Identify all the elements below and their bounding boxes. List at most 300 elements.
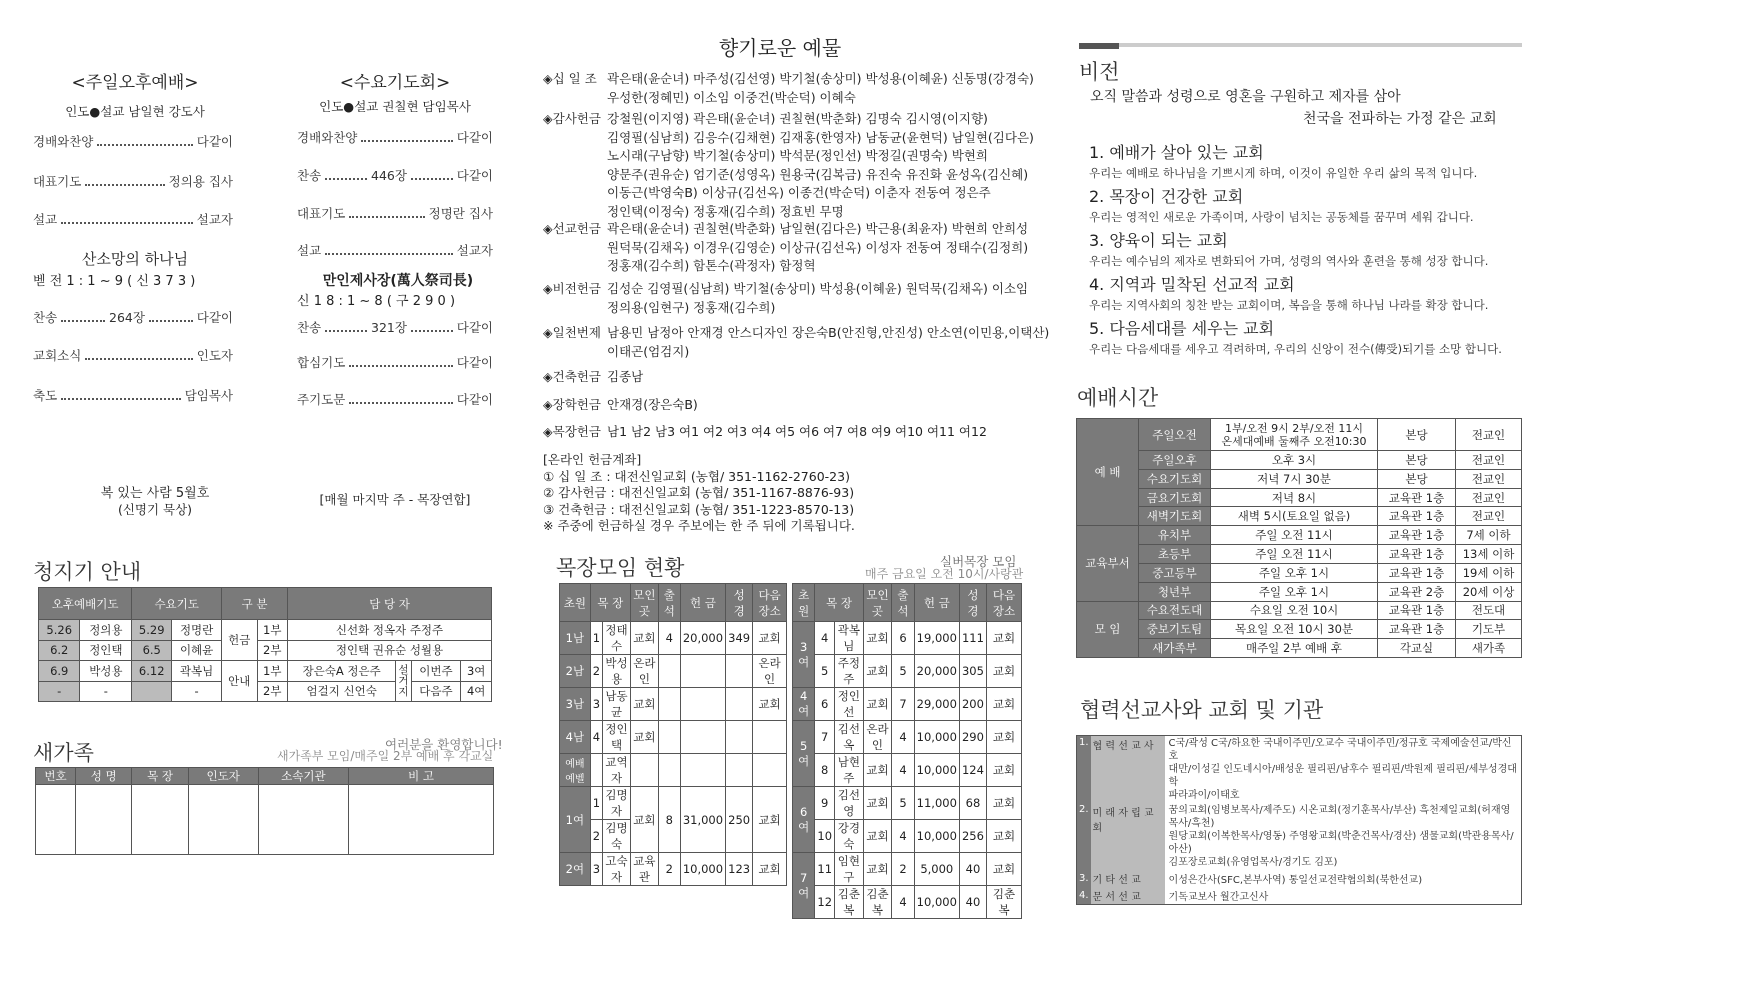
- cell: 교회: [987, 622, 1022, 655]
- times-title: 예배시간: [1077, 386, 1159, 410]
- clean-title: 청지기 안내: [33, 560, 142, 584]
- online-line: ※ 주중에 헌금하실 경우 주보에는 한 주 뒤에 기록됩니다.: [543, 518, 855, 533]
- cell: 2남: [560, 655, 591, 688]
- row-label: 설교: [297, 243, 322, 258]
- offering-cell: [543, 423, 987, 442]
- col-header: 소속기관: [258, 768, 348, 785]
- offering-key: ◈십 일 조: [543, 71, 597, 86]
- vision-item: [1089, 140, 1477, 181]
- table-row: [39, 681, 492, 702]
- cell: 2부: [257, 640, 288, 661]
- cell: 새벽 5시(토요일 없음): [1211, 507, 1378, 526]
- cell: 290: [959, 721, 986, 754]
- cell: 금요기도회: [1139, 488, 1211, 507]
- cell: [726, 688, 753, 721]
- cell: 수요일 오전 10시: [1211, 601, 1378, 620]
- service-times-table: [1076, 418, 1522, 658]
- table-row: [1077, 639, 1522, 658]
- cell-line: 김포장로교회(유영업목사/경기도 김포): [1168, 857, 1338, 868]
- row-value: 다같이: [456, 130, 493, 145]
- cell: 40: [959, 886, 986, 919]
- col-header: 초원: [560, 584, 591, 622]
- cell: 3여: [793, 622, 815, 688]
- cell: 본당: [1378, 419, 1456, 451]
- sun-service-leader: 인도●설교 남일현 강도사: [65, 104, 205, 119]
- col-header: 오후예배기도: [39, 588, 132, 620]
- cell: 이성은간사(SFC,본부사역) 통일선교전략협의회(북한선교): [1168, 875, 1423, 886]
- cell: 새벽기도회: [1139, 507, 1211, 526]
- cell: 주일오전: [1139, 419, 1211, 451]
- cell: 교회: [753, 853, 787, 886]
- offering-vision: [543, 280, 1029, 315]
- row-value: 담임목사: [184, 388, 233, 403]
- cell: 주일 오전 11시: [1211, 526, 1378, 545]
- cell: 11,000: [914, 787, 959, 820]
- cell-line: 원당교회(이복한목사/영동) 주영왕교회(박춘건목사/경산) 샘물교회(박관용목사/아산): [1168, 831, 1514, 855]
- cell: 교회: [987, 853, 1022, 886]
- cell: 교육관 1층: [1378, 620, 1456, 639]
- cell: 10,000: [914, 886, 959, 919]
- cell: 8: [658, 787, 680, 853]
- wed-sermon-title: 만인제사장(萬人祭司長): [322, 273, 474, 289]
- col-header: 번호: [36, 768, 76, 785]
- cell: 4: [892, 820, 914, 853]
- cell: 20,000: [914, 655, 959, 688]
- row-value: 다같이: [456, 355, 493, 370]
- cell: 1여: [560, 787, 591, 853]
- table-row: [36, 785, 494, 855]
- cell: 교회: [863, 622, 892, 655]
- cell: 정명란: [172, 620, 222, 641]
- cell: 교회: [753, 622, 787, 655]
- newfam-note1: 여러분을 환영합니다!: [385, 737, 503, 752]
- cell: 예배예벨: [560, 754, 591, 787]
- cell: 기도부: [1456, 620, 1522, 639]
- offering-line: 안재경(장은숙B): [607, 397, 698, 412]
- cell: 교육관 1층: [1378, 526, 1456, 545]
- offering-line: 정인택(이정숙) 정홍재(김수희) 정효빈 무명: [607, 203, 844, 219]
- cell: [658, 688, 680, 721]
- offering-line: 김성순 김영필(심남희) 박기철(송상미) 박성용(이혜윤) 원덕묵(김채옥) 이소임: [607, 281, 1029, 296]
- wed-row-prayer: [297, 204, 493, 222]
- cell: 3: [590, 688, 602, 721]
- row-label: 합심기도: [297, 355, 346, 370]
- cell: 교회: [630, 787, 658, 853]
- sun-service-title: <주일오후예배>: [71, 73, 199, 93]
- row-value: 정의용 집사: [168, 174, 233, 189]
- cell: 남동균: [603, 688, 631, 721]
- vision-item-desc: 우리는 다음세대를 세우고 격려하며, 우리의 신앙이 전수(傳受)되기를 소망 합니다.: [1089, 342, 1502, 356]
- offering-line: 이동근(박영숙B) 이상규(김선옥) 이종건(박순덕) 이춘자 전동여 정은주: [607, 185, 991, 200]
- wed-row-lords: [297, 390, 493, 408]
- cell: -: [80, 681, 132, 702]
- cell: 4: [815, 622, 835, 655]
- col-header: 출석: [658, 584, 680, 622]
- cell-line: C국/곽성 C국/하요한 국내이주민/오교수 국내이주민/정규호 국제예술선교/박신호: [1168, 738, 1512, 762]
- cell: 4여: [793, 688, 815, 721]
- cell: 1남: [560, 622, 591, 655]
- wed-row-hymn2: [297, 318, 493, 336]
- row-value: 설교자: [456, 243, 493, 258]
- cell: 온라인: [753, 655, 787, 688]
- cell: 목요일 오전 10시 30분: [1211, 620, 1378, 639]
- cell: 김명자: [603, 787, 631, 820]
- cell: 12: [815, 886, 835, 919]
- blessed-sub: (신명기 묵상): [117, 502, 193, 517]
- cell: 교회: [630, 721, 658, 754]
- cell: 5: [892, 787, 914, 820]
- table-row: [560, 787, 787, 820]
- online-line: [온라인 헌금계좌]: [543, 452, 642, 467]
- offering-line: 정홍재(김수희) 함톤수(곽정자) 함정혁: [607, 258, 816, 273]
- cell: 장은숙A 정은주: [288, 661, 396, 682]
- cell: [680, 721, 725, 754]
- table-row: [1077, 887, 1522, 905]
- cell: 5: [892, 655, 914, 688]
- table-row: [39, 620, 492, 641]
- row-value: 설교자: [196, 212, 233, 227]
- cell: 수요전도대: [1139, 601, 1211, 620]
- cell: 박성용: [603, 655, 631, 688]
- cell: 교회: [630, 622, 658, 655]
- cell: 김선옥: [835, 721, 864, 754]
- cell: 김선영: [835, 787, 864, 820]
- cell: 오후 3시: [1211, 451, 1378, 470]
- cell: 2.: [1077, 803, 1091, 870]
- cell: 신선화 정옥자 주정주: [288, 620, 492, 641]
- cell: 1부: [257, 661, 288, 682]
- wed-row-sermon: [297, 241, 493, 259]
- row-value: 정명란 집사: [428, 206, 493, 221]
- cell: 40: [959, 853, 986, 886]
- row-label: 대표기도: [33, 174, 82, 189]
- top-rule-accent: [1079, 43, 1119, 49]
- row-label: 찬송: [297, 168, 322, 183]
- vision-item-title: 5. 다음세대를 세우는 교회: [1089, 319, 1275, 338]
- vision-title: 비전: [1079, 60, 1120, 84]
- cell: 29,000: [914, 688, 959, 721]
- cell: 강경숙: [835, 820, 864, 853]
- offering-line: 김종남: [607, 369, 644, 384]
- newfam-note2: 새가족부 모임/매주일 2부 예배 후 각교실: [277, 749, 494, 763]
- table-row: [1077, 526, 1522, 545]
- wed-service-leader: 인도●설교 권칠현 담임목사: [319, 99, 471, 114]
- cell-line: 대만/이성길 인도네시아/배성운 필리핀/남후수 필리핀/박원제 필리핀/세부성경대학: [1168, 764, 1517, 788]
- vision-item-title: 2. 목장이 건강한 교회: [1089, 187, 1244, 206]
- cell: 4: [892, 754, 914, 787]
- cell: 중고등부: [1139, 563, 1211, 582]
- cell: 저녁 8시: [1211, 488, 1378, 507]
- cell: 전교인: [1456, 451, 1522, 470]
- col-header: 헌 금: [914, 584, 959, 622]
- wed-scripture: 신 1 8 : 1 ~ 8 ( 구 2 9 0 ): [297, 294, 456, 309]
- table-row: [560, 688, 787, 721]
- cell: 10,000: [680, 853, 725, 886]
- vision-item: [1089, 228, 1488, 269]
- table-row: [793, 688, 1022, 721]
- vision-item-desc: 우리는 예수님의 제자로 변화되어 가며, 성령의 역사와 훈련을 통해 성장 합니다.: [1089, 254, 1489, 268]
- cell: 정인택: [80, 640, 132, 661]
- coop-table: [1076, 735, 1522, 905]
- cell: [726, 655, 753, 688]
- cell: 교회: [863, 853, 892, 886]
- cell: 이번주: [411, 661, 461, 682]
- cell: 예 배: [1077, 419, 1139, 526]
- cell: 5.26: [39, 620, 80, 641]
- cell: 5여: [793, 721, 815, 787]
- offering-line: 곽은태(윤순녀) 마주성(김선영) 박기철(송상미) 박성용(이혜윤) 신동명(강경숙): [607, 71, 1034, 86]
- cell: 김춘복: [987, 886, 1022, 919]
- online-line: ② 감사헌금 : 대전신일교회 (농협/ 351-1167-8876-93): [543, 485, 855, 500]
- newfam-title: 새가족: [33, 741, 94, 765]
- offering-key: ◈감사헌금: [543, 111, 601, 126]
- cell: 3여: [461, 661, 492, 682]
- cell: 중보기도팀: [1139, 620, 1211, 639]
- silver-note: 실버목장 모임: [940, 554, 1017, 569]
- online-line: ① 십 일 조 : 대전신일교회 (농협/ 351-1162-2760-23): [543, 468, 850, 484]
- cell: 교회: [987, 820, 1022, 853]
- cell: 주일 오후 1시: [1211, 563, 1378, 582]
- online-accounts: [543, 452, 855, 535]
- cell: 교육부서: [1077, 526, 1139, 601]
- cell: 온라인: [630, 655, 658, 688]
- cell: 전교인: [1456, 488, 1522, 507]
- cell: 문 서 선 교: [1091, 887, 1165, 905]
- cell: 6.9: [39, 661, 80, 682]
- table-row: [1077, 803, 1522, 870]
- cell: 2부: [257, 681, 288, 702]
- cell: 교회: [630, 688, 658, 721]
- cell: 교회: [987, 655, 1022, 688]
- table-row: [1077, 545, 1522, 564]
- table-row: [1077, 870, 1522, 887]
- row-label: 설교: [33, 212, 58, 227]
- col-header: 헌 금: [680, 584, 725, 622]
- offering-key: ◈건축헌금: [543, 369, 601, 384]
- table-row: [39, 640, 492, 661]
- row-value: 다같이: [456, 168, 494, 183]
- cell: 교회: [863, 787, 892, 820]
- cell: 교회: [753, 688, 787, 721]
- col-header: 목 장: [132, 768, 188, 785]
- row-label: 찬송: [33, 310, 58, 325]
- cell: 정인선: [835, 688, 864, 721]
- sun-scripture: 벧 전 1 : 1 ~ 9 ( 신 3 7 3 ): [33, 274, 196, 289]
- offering-key: ◈선교헌금: [543, 221, 601, 236]
- vision-item-title: 3. 양육이 되는 교회: [1089, 231, 1228, 250]
- cell: 교회: [987, 688, 1022, 721]
- cell: 7: [892, 688, 914, 721]
- cell: 1.: [1077, 736, 1091, 804]
- col-header: 수요기도: [132, 588, 222, 620]
- cell: 교육관 1층: [1378, 488, 1456, 507]
- cell: 다음주: [411, 681, 461, 702]
- wed-row-pray2: [297, 353, 493, 371]
- cell: 고숙자: [603, 853, 631, 886]
- cell: 1: [590, 622, 602, 655]
- cell: -: [39, 681, 80, 702]
- cell: 6.12: [132, 661, 172, 682]
- row-value: 다같이: [456, 320, 494, 335]
- coop-title: 협력선교사와 교회 및 기관: [1080, 698, 1324, 722]
- cell: 남현주: [835, 754, 864, 787]
- cell: 저녁 7시 30분: [1211, 469, 1378, 488]
- cell: 68: [959, 787, 986, 820]
- cell: 3: [590, 853, 602, 886]
- cell: 매주일 2부 예배 후: [1211, 639, 1378, 658]
- cell: 교육관 1층: [1378, 601, 1456, 620]
- vision-item: [1089, 316, 1502, 357]
- cell: 3.: [1077, 870, 1091, 887]
- col-header: 다음장소: [987, 584, 1022, 622]
- cell: 전교인: [1456, 469, 1522, 488]
- cell: 교회: [863, 820, 892, 853]
- cell: 교회: [863, 688, 892, 721]
- offering-thanks: [543, 110, 1034, 219]
- row-value: 다같이: [196, 134, 233, 149]
- cell: 10,000: [914, 820, 959, 853]
- top-rule: [1079, 43, 1522, 47]
- offering-key: ◈장학헌금: [543, 397, 601, 412]
- row-label: 주기도문: [297, 392, 346, 407]
- row-value: 다같이: [456, 392, 493, 407]
- cell: 6.5: [132, 640, 172, 661]
- cell: 교역자: [603, 754, 631, 787]
- offering-line: 양문주(권유순) 엄기준(성영옥) 원용국(김복금) 유진숙 유진화 윤성옥(김신혜): [607, 166, 1029, 182]
- cell: 정인택: [603, 721, 631, 754]
- offering-scholar: [543, 396, 698, 415]
- table-row: [1077, 451, 1522, 470]
- row-label: 축도: [33, 388, 58, 403]
- table-row: [39, 661, 492, 682]
- wed-service-title: <수요기도회>: [339, 73, 451, 93]
- col-header: 출석: [892, 584, 914, 622]
- cell: 4: [658, 622, 680, 655]
- cell: 박성용: [80, 661, 132, 682]
- col-header: 다음장소: [753, 584, 787, 622]
- offering-line: 곽은태(윤순녀) 권칠현(박춘화) 남일현(김다은) 박근용(최윤자) 박현희 안희성: [607, 221, 1029, 236]
- col-header: 담 당 자: [288, 588, 492, 620]
- table-row: [793, 886, 1022, 919]
- cell: 1: [590, 787, 602, 820]
- cell-table-left: [559, 583, 787, 886]
- cell: 111: [959, 622, 986, 655]
- cell: 4여: [461, 681, 492, 702]
- table-row: [1077, 419, 1522, 451]
- row-label: 교회소식: [33, 348, 82, 363]
- cell: 정의용: [80, 620, 132, 641]
- cell: 9: [815, 787, 835, 820]
- clean-table: [38, 587, 492, 702]
- offering-line: 원덕묵(김채옥) 이경우(김영순) 이상규(김선옥) 이성자 전동여 정태수(김정희): [607, 239, 1029, 255]
- cell: 초등부: [1139, 545, 1211, 564]
- cell: 김춘복: [863, 886, 892, 919]
- table-row: [1077, 469, 1522, 488]
- table-row: [560, 622, 787, 655]
- cell: 4남: [560, 721, 591, 754]
- cell: 정인택 권유순 성월용: [288, 640, 492, 661]
- cell: 곽복님: [835, 622, 864, 655]
- cell: 250: [726, 787, 753, 853]
- col-header: 구 분: [222, 588, 288, 620]
- wed-row-praise: [297, 128, 493, 146]
- cell: 7: [815, 721, 835, 754]
- vision-item: [1089, 272, 1488, 313]
- cell: 청년부: [1139, 582, 1211, 601]
- cell: 1부: [257, 620, 288, 641]
- table-row: [793, 853, 1022, 886]
- table-row: [560, 853, 787, 886]
- offering-line: 이태곤(엄검지): [607, 343, 690, 359]
- offering-line: 노시래(구남향) 박기철(송상미) 박석문(정인선) 박정길(권명숙) 박현희: [607, 148, 988, 163]
- vision-item: [1089, 184, 1474, 225]
- newfam-table: [35, 767, 494, 855]
- cell: 교회: [987, 721, 1022, 754]
- table-row: [1077, 620, 1522, 639]
- cell: -: [172, 681, 222, 702]
- cell: 새가족: [1456, 639, 1522, 658]
- cell: 주정주: [835, 655, 864, 688]
- table-row: [793, 820, 1022, 853]
- cell: 교회: [987, 787, 1022, 820]
- offering-line: 김영필(심남희) 김응수(김채현) 김재홍(한영자) 남동균(윤현덕) 남일현(김다은): [607, 129, 1034, 145]
- col-header: 성경: [726, 584, 753, 622]
- cell: 엄걸지 신언숙: [288, 681, 396, 702]
- cell: 10,000: [914, 721, 959, 754]
- cell: 6: [815, 688, 835, 721]
- cell: 8: [815, 754, 835, 787]
- offering-line: 남1 남2 남3 여1 여2 여3 여4 여5 여6 여7 여8 여9 여10 여11 여12: [607, 424, 987, 439]
- row-value: 446장: [371, 168, 407, 183]
- vision-item-title: 1. 예배가 살아 있는 교회: [1089, 143, 1264, 162]
- cell: 전도대: [1456, 601, 1522, 620]
- cell: 124: [959, 754, 986, 787]
- table-row: [560, 754, 787, 787]
- sun-row-praise: [33, 132, 233, 150]
- table-row: [1077, 582, 1522, 601]
- cell: 이혜윤: [172, 640, 222, 661]
- offering-mission: [543, 220, 1029, 273]
- cell: 주일 오전 11시: [1211, 545, 1378, 564]
- cell: 미 래 자 립 교 회: [1091, 803, 1165, 870]
- cell: 김명숙: [603, 820, 631, 853]
- vision-text-2: 천국을 전파하는 가정 같은 교회: [1303, 111, 1497, 127]
- offering-line: 정의용(임현구) 정홍재(김수희): [607, 299, 776, 315]
- cell: [658, 655, 680, 688]
- cell: 유치부: [1139, 526, 1211, 545]
- cell: 19,000: [914, 622, 959, 655]
- sun-row-hymn: [33, 308, 233, 326]
- table-row: [793, 622, 1022, 655]
- cell: 305: [959, 655, 986, 688]
- cell: 4.: [1077, 887, 1091, 905]
- cell: [753, 721, 787, 754]
- cell: 10: [815, 820, 835, 853]
- cell: 안내: [222, 661, 257, 702]
- sun-sermon-title: 산소망의 하나님: [81, 250, 189, 268]
- cell: 5: [815, 655, 835, 688]
- cell: 20,000: [680, 622, 725, 655]
- offerings-title: 향기로운 예물: [718, 36, 842, 60]
- cell: 6.2: [39, 640, 80, 661]
- table-row: [1077, 736, 1522, 804]
- cell: 본당: [1378, 451, 1456, 470]
- silver-sub: 매주 금요일 오전 10시/사랑관: [865, 567, 1024, 581]
- col-header: 인도자: [188, 768, 258, 785]
- offering-thousand: [543, 324, 1050, 359]
- online-line: ③ 건축헌금 : 대전신일교회 (농협/ 351-1223-8570-13): [543, 501, 855, 517]
- row-value: 321장: [371, 320, 407, 335]
